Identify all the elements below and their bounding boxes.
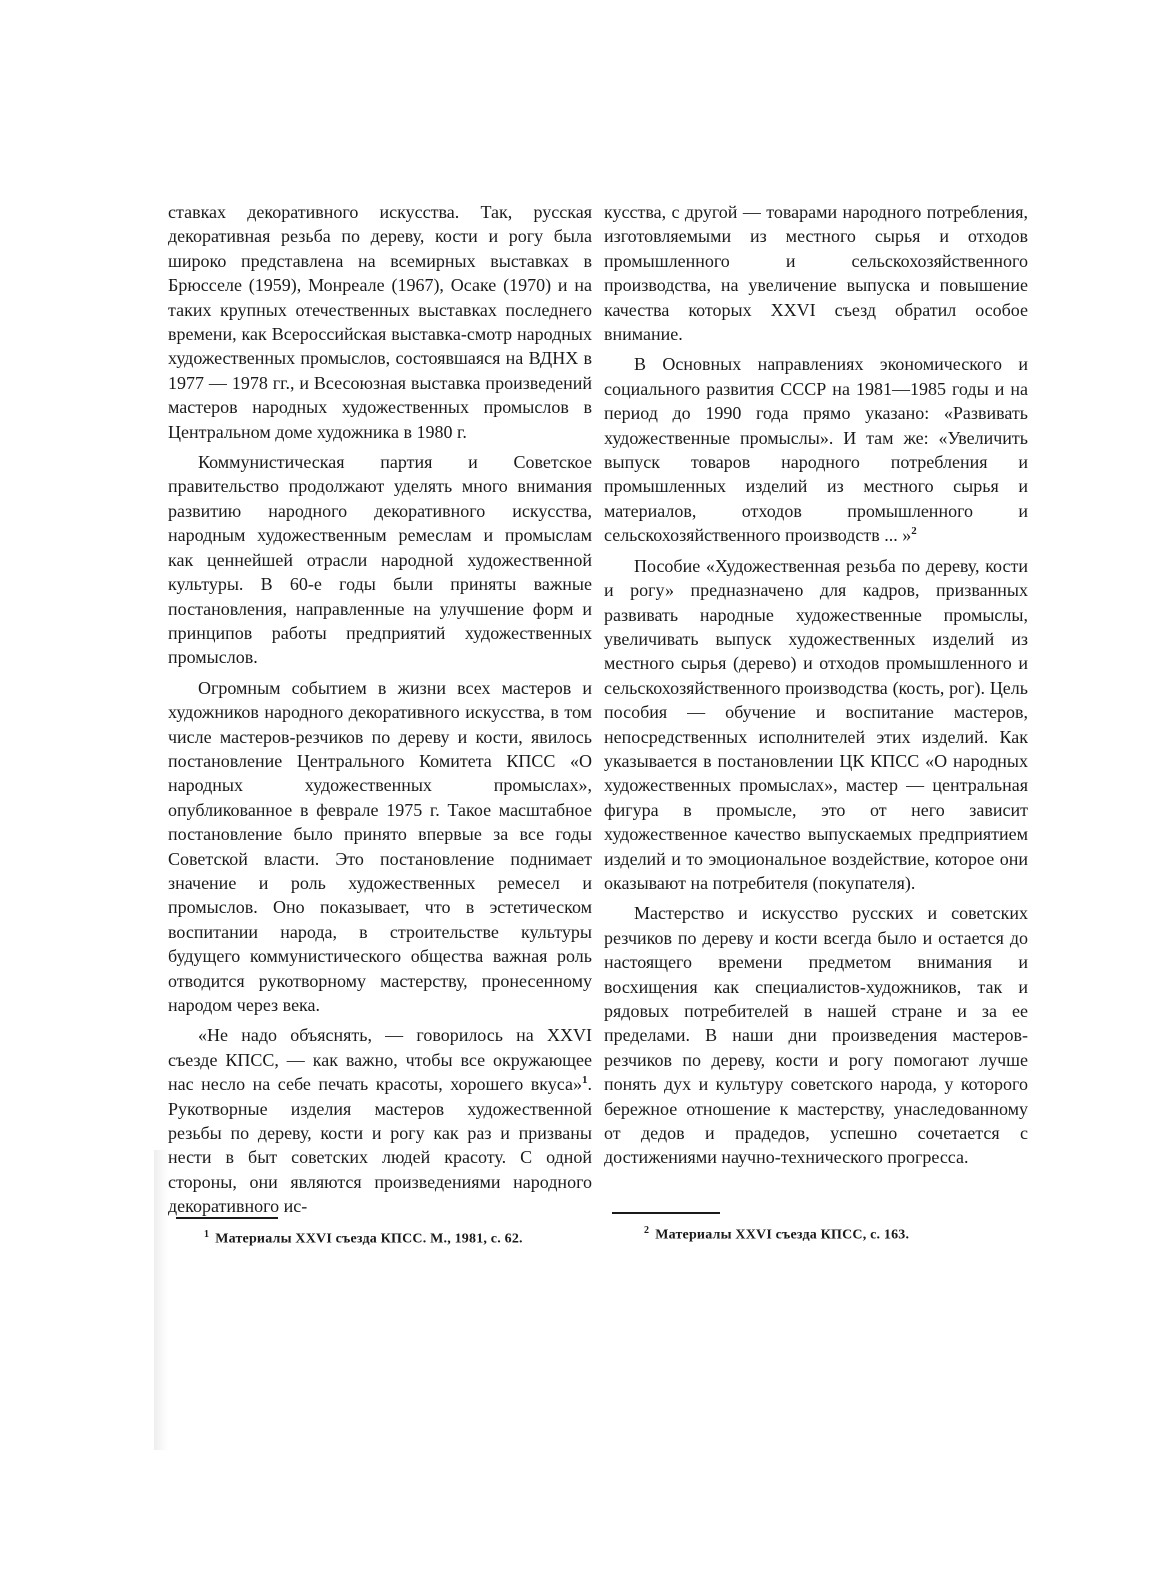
left-paragraph-4 xyxy=(168,1023,592,1218)
paragraph-continuation: . Рукотворные изделия мастеров художественной резьбы по дереву, кости и рогу как раз и призваны нести в быт советских людей красоту. С одной стороны, они являются произведениями народного декоративного ис- xyxy=(168,1074,592,1217)
footnote-ref-1: 1 xyxy=(582,1074,588,1087)
right-paragraph-1: кусства, с другой — товарами народного потребления, изготовляемыми из местного сырья и отходов промышленного и сельскохозяйственного производства, на увеличение выпуска и повышение качества которых XXVI съезд обратил особое внимание. xyxy=(604,202,1028,345)
footnote-1 xyxy=(204,1229,523,1248)
footnote-1-mark: 1 xyxy=(204,1229,210,1240)
right-paragraph-4: Мастерство и искусство русских и советских резчиков по дереву и кости всегда было и остается до настоящего времени предметом внимания и восхищения как специалистов-художников, так и рядовых потребителей в нашей стране и за ее пределами. В наши дни произведения мастеров-резчиков по дереву, кости и рогу помогают лучше понять дух и культуру советского народа, у которого бережное отношение к мастерству, унаследованному от дедов и прадедов, успешно сочетается с достижениями научно-технического прогресса. xyxy=(604,903,1028,1168)
right-paragraph-3: Пособие «Художественная резьба по дереву, кости и рогу» предназначено для кадров, призванных развивать народные художественные промыслы, увеличивать выпуск художественных изделий из местного сырья (дерево) и отходов промышленного и сельскохозяйственного производства (кость, рог). Цель пособия — обучение и воспитание мастеров, непосредственных исполнителей этих изделий. Как указывается в постановлении ЦК КПСС «О народных художественных промыслах», мастер — центральная фигура в промысле, это от него зависит художественное качество выпускаемых предприятием изделий и то эмоциональное воздействие, которое они оказывают на потребителя (покупателя). xyxy=(604,555,1028,893)
footnote-divider-right xyxy=(612,1212,720,1214)
left-paragraph-2: Коммунистическая партия и Советское правительство продолжают уделять много внимания развитию народного декоративного искусства, народным художественным ремеслам и промыслам как ценнейшей отрасли народной художественной культуры. В 60-е годы были приняты важные постановления, направленные на улучшение форм и принципов работы предприятий художественных промыслов. xyxy=(168,452,592,668)
left-paragraph-3: Огромным событием в жизни всех мастеров и художников народного декоративного искусства, в том числе мастеров-резчиков по дереву и кости, явилось постановление Центрального Комитета КПСС «О народных художественных промыслах», опубликованное в феврале 1975 г. Такое масштабное постановление было принято впервые за все годы Советской власти. Это постановление поднимает значение и роль художественных ремесел и промыслов. Оно показывает, что в эстетическом воспитании народа, в строительстве культуры будущего коммунистического общества важная роль отводится рукотворному мастерству, пронесенному народом через века. xyxy=(168,677,592,1015)
directive-text: В Основных направлениях экономического и социального развития СССР на 1981—1985 годы и на период до 1990 года прямо указано: «Развивать художественные промыслы». И там же: «Увеличить выпуск товаров народного потребления и промышленных изделий из местного сырья и материалов, отходов промышленного и сельскохозяйственного производств ... » xyxy=(604,354,1028,546)
left-paragraph-1: ставках декоративного искусства. Так, русская декоративная резьба по дереву, кости и рогу была широко представлена на всемирных выставках в Брюсселе (1959), Монреале (1967), Осаке (1970) и на таких крупных отечественных выставках последнего времени, как Всероссийская выставка-смотр народных художественных промыслов, состоявшаяся на ВДНХ в 1977 — 1978 гг., и Всесоюзная выставка произведений мастеров народных художественных промыслов в Центральном доме художника в 1980 г. xyxy=(168,202,592,442)
quote-text: «Не надо объяснять, — говорилось на XXVI съезде КПСС, — как важно, чтобы все окружающее нас несло на себе печать красоты, хорошего вкуса» xyxy=(168,1025,592,1095)
footnote-2 xyxy=(644,1225,909,1244)
footnote-2-mark: 2 xyxy=(644,1225,650,1236)
footnote-1-text: Материалы XXVI съезда КПСС. М., 1981, с. 62. xyxy=(215,1231,523,1247)
right-text-column xyxy=(604,200,1028,1176)
left-text-column xyxy=(168,200,592,1225)
footnote-2-text: Материалы XXVI съезда КПСС, с. 163. xyxy=(655,1227,910,1243)
footnote-ref-2: 2 xyxy=(911,525,917,538)
right-paragraph-2 xyxy=(604,352,1028,547)
footnote-divider-left xyxy=(176,1217,278,1219)
scan-edge-shadow xyxy=(154,1150,168,1450)
